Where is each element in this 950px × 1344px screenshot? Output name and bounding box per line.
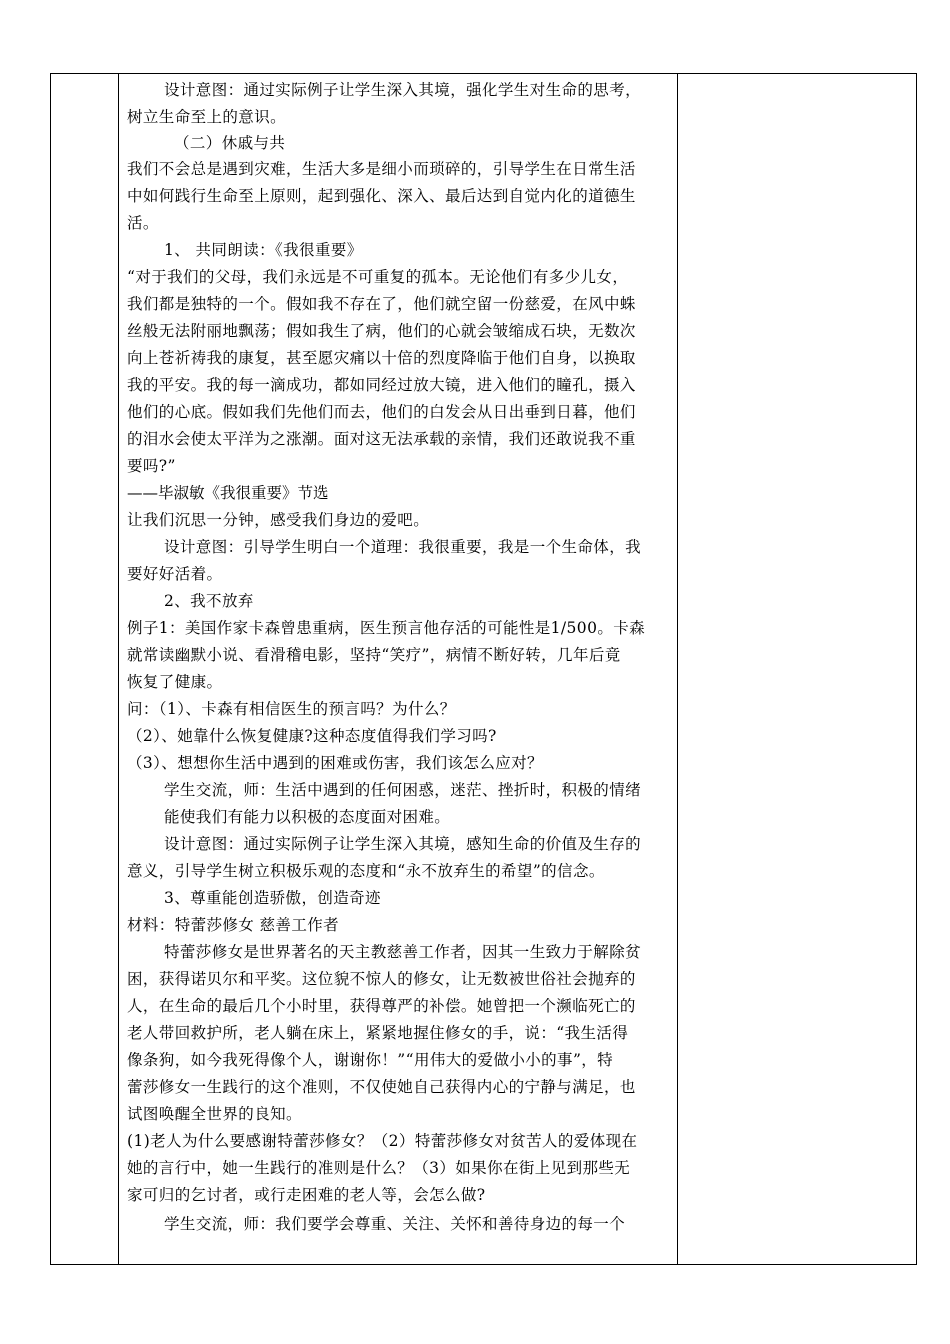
text-line: 能使我们有能力以积极的态度面对困难。: [164, 808, 451, 826]
subsection-heading: 3、尊重能创造骄傲，创造奇迹: [164, 889, 381, 907]
text-line: 老人带回救护所，老人躺在床上，紧紧地握住修女的手，说：“我生活得: [127, 1024, 629, 1042]
text-line: 学生交流，师：生活中遇到的任何困惑，迷茫、挫折时，积极的情绪: [164, 781, 642, 799]
text-line: 设计意图：通过实际例子让学生深入其境，强化学生对生命的思考，: [164, 81, 642, 99]
text-line: 困，获得诺贝尔和平奖。这位貌不惊人的修女，让无数被世俗社会抛弃的: [127, 970, 636, 988]
section-heading: （二）休戚与共: [174, 134, 286, 152]
quote-line: 我们都是独特的一个。假如我不存在了，他们就空留一份慈爱，在风中蛛: [127, 295, 636, 313]
column-divider-right: [677, 74, 678, 1264]
text-line: 意义，引导学生树立积极乐观的态度和“永不放弃生的希望”的信念。: [127, 862, 605, 880]
material-label: 材料：特蕾莎修女 慈善工作者: [127, 916, 340, 934]
text-line: 树立生命至上的意识。: [127, 108, 287, 126]
text-line: 中如何践行生命至上原则，起到强化、深入、最后达到自觉内化的道德生: [127, 187, 636, 205]
quote-line: 丝般无法附丽地飘荡；假如我生了病，他们的心就会皱缩成石块，无数次: [127, 322, 636, 340]
quote-line: 他们的心底。假如我们先他们而去，他们的白发会从日出垂到日暮，他们: [127, 403, 636, 421]
column-divider-left: [118, 74, 119, 1264]
text-line: 恢复了健康。: [127, 673, 223, 691]
quote-source: ——毕淑敏《我很重要》节选: [127, 484, 329, 502]
text-line: 蕾莎修女一生践行的这个准则，不仅使她自己获得内心的宁静与满足，也: [127, 1078, 636, 1096]
quote-line: 向上苍祈祷我的康复，甚至愿灾痛以十倍的烈度降临于他们自身，以换取: [127, 349, 636, 367]
text-line: 例子1：美国作家卡森曾患重病，医生预言他存活的可能性是1/500。卡森: [127, 619, 646, 637]
text-line: 人，在生命的最后几个小时里，获得尊严的补偿。她曾把一个濒临死亡的: [127, 997, 636, 1015]
question-line: 家可归的乞讨者，或行走困难的老人等，会怎么做?: [127, 1186, 486, 1204]
text-line: 让我们沉思一分钟，感受我们身边的爱吧。: [127, 511, 430, 529]
question-line: (1)老人为什么要感谢特蕾莎修女？（2）特蕾莎修女对贫苦人的爱体现在: [127, 1132, 638, 1150]
quote-line: “对于我们的父母，我们永远是不可重复的孤本。无论他们有多少儿女，: [127, 268, 629, 286]
text-line: 我们不会总是遇到灾难，生活大多是细小而琐碎的，引导学生在日常生活: [127, 160, 636, 178]
question-line: （2）、她靠什么恢复健康?这种态度值得我们学习吗?: [127, 727, 497, 745]
lesson-plan-table: [50, 73, 917, 1265]
quote-line: 要吗?”: [127, 457, 176, 475]
text-line: 设计意图：通过实际例子让学生深入其境，感知生命的价值及生存的: [164, 835, 642, 853]
quote-line: 的泪水会使太平洋为之涨潮。面对这无法承载的亲情，我们还敢说我不重: [127, 430, 636, 448]
question-line: 她的言行中，她一生践行的准则是什么？（3）如果你在街上见到那些无: [127, 1159, 631, 1177]
subsection-heading: 2、我不放弃: [164, 592, 254, 610]
text-line: 试图唤醒全世界的良知。: [127, 1105, 302, 1123]
text-line: 就常读幽默小说、看滑稽电影，坚持“笑疗”，病情不断好转，几年后竟: [127, 646, 621, 664]
text-line: 设计意图：引导学生明白一个道理：我很重要，我是一个生命体，我: [164, 538, 642, 556]
question-line: 问：（1）、卡森有相信医生的预言吗？为什么？: [127, 700, 456, 718]
text-line: 活。: [127, 214, 159, 232]
text-line: 特蕾莎修女是世界著名的天主教慈善工作者，因其一生致力于解除贫: [164, 943, 642, 961]
text-line: 要好好活着。: [127, 565, 223, 583]
question-line: （3）、想想你生活中遇到的困难或伤害，我们该怎么应对？: [127, 754, 543, 772]
subsection-heading: 1、 共同朗读：《我很重要》: [164, 241, 363, 259]
text-line: 学生交流，师：我们要学会尊重、关注、关怀和善待身边的每一个: [164, 1215, 626, 1233]
quote-line: 我的平安。我的每一滴成功，都如同经过放大镜，进入他们的瞳孔，摄入: [127, 376, 636, 394]
text-line: 像条狗，如今我死得像个人，谢谢你！”“用伟大的爱做小小的事”，特: [127, 1051, 614, 1069]
